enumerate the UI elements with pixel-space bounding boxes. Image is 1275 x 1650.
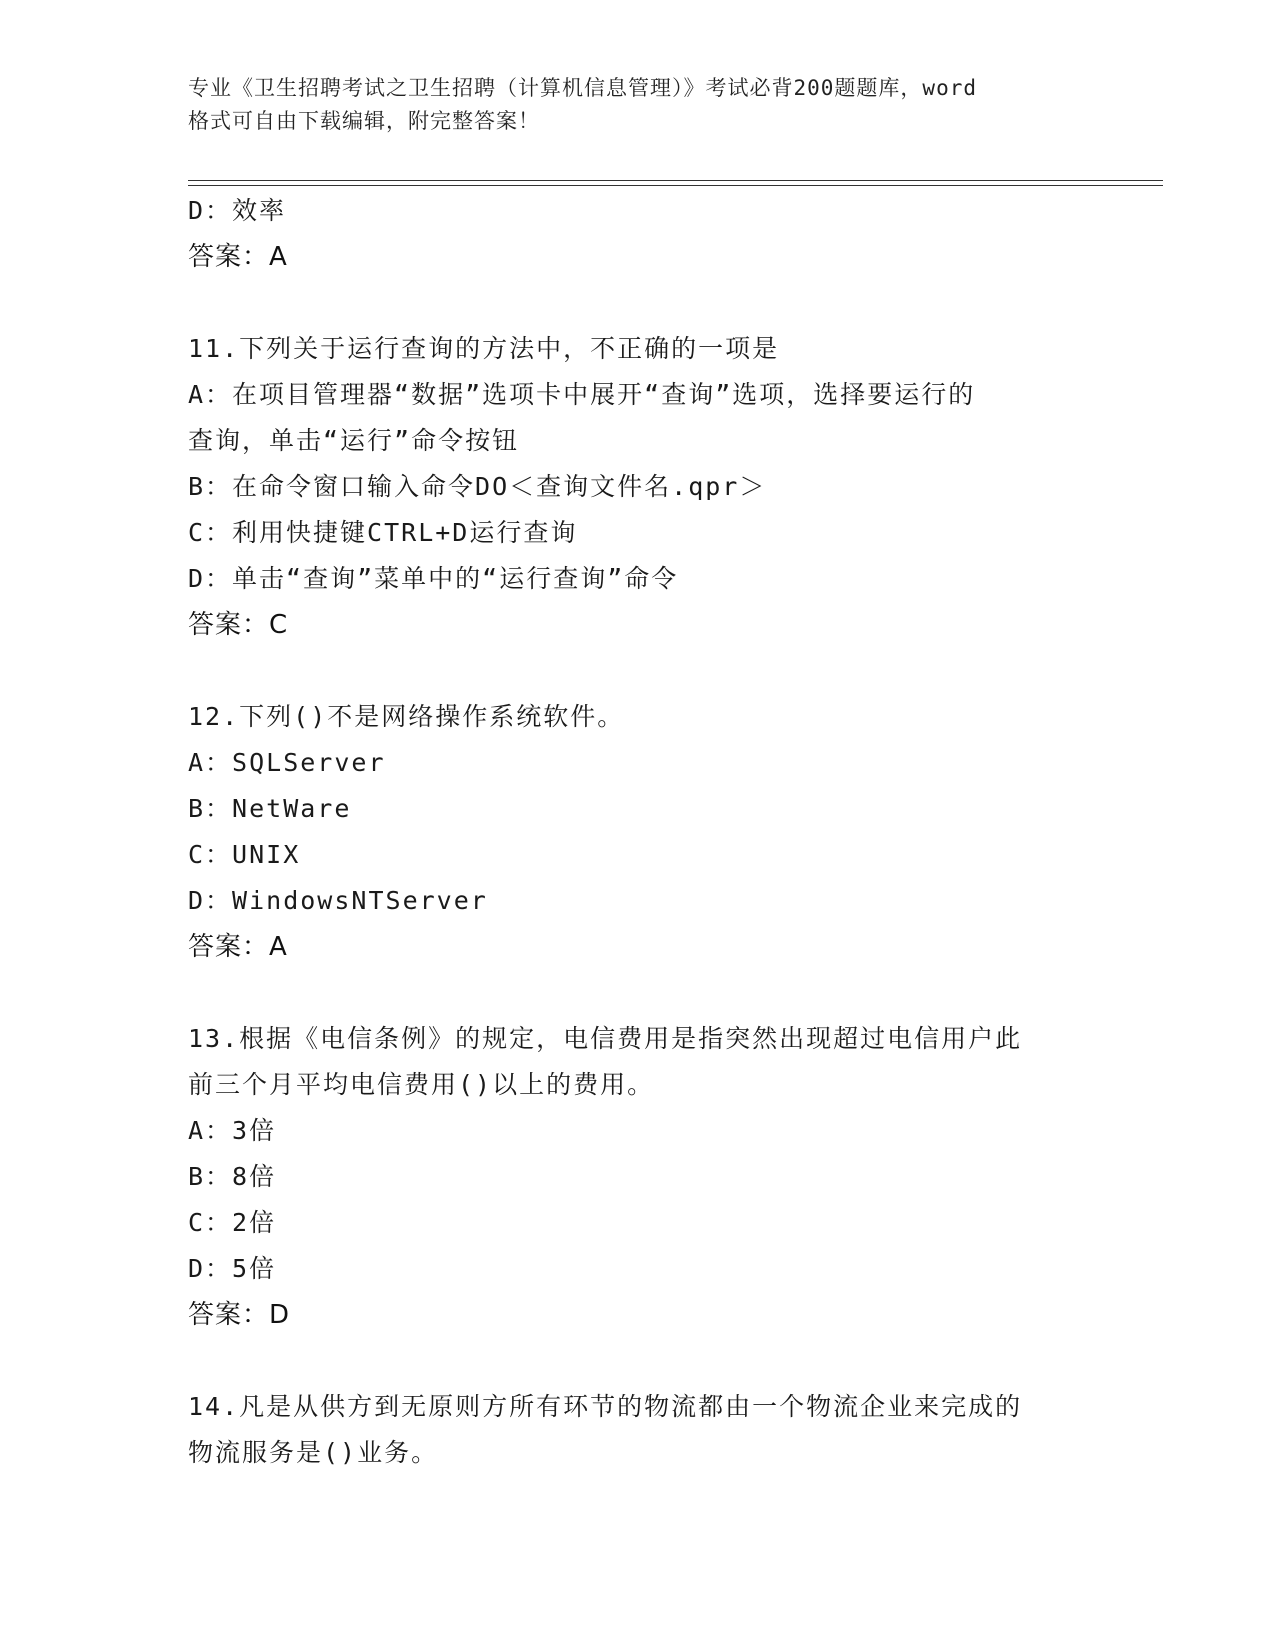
option-c: C：利用快捷键CTRL+D运行查询 [188, 518, 578, 547]
option-a: A：SQLServer [188, 748, 386, 777]
question-stem: 13.根据《电信条例》的规定，电信费用是指突然出现超过电信用户此 [188, 1024, 1023, 1053]
header-line-1: 专业《卫生招聘考试之卫生招聘（计算机信息管理）》考试必背200题题库，word [188, 76, 977, 100]
spacer [188, 1338, 1088, 1384]
option-a: A：3倍 [188, 1116, 277, 1145]
option-d: D：单击“查询”菜单中的“运行查询”命令 [188, 564, 679, 593]
question-stem-continued: 前三个月平均电信费用()以上的费用。 [188, 1070, 655, 1099]
option-d: D：WindowsNTServer [188, 886, 488, 915]
answer: 答案：D [188, 1300, 291, 1330]
spacer [188, 280, 1088, 326]
header-divider-bottom [188, 185, 1163, 186]
option-c: C：2倍 [188, 1208, 277, 1237]
spacer [188, 970, 1088, 1016]
option-b: B：8倍 [188, 1162, 277, 1191]
question-list [188, 188, 1088, 1476]
question-stem-continued: 物流服务是()业务。 [188, 1438, 439, 1467]
question-13 [188, 1016, 1088, 1338]
question-14 [188, 1384, 1088, 1476]
option-b: B：在命令窗口输入命令DO＜查询文件名.qpr＞ [188, 472, 767, 501]
spacer [188, 648, 1088, 694]
question-12 [188, 694, 1088, 970]
answer: 答案：A [188, 932, 288, 962]
question-11 [188, 326, 1088, 648]
header-divider-top [188, 180, 1163, 181]
option-d: D：效率 [188, 196, 287, 225]
question-stem: 12.下列()不是网络操作系统软件。 [188, 702, 625, 731]
question-stem: 11.下列关于运行查询的方法中，不正确的一项是 [188, 334, 780, 363]
option-d: D：5倍 [188, 1254, 277, 1283]
question-10-tail [188, 188, 1088, 280]
option-b: B：NetWare [188, 794, 352, 823]
document-header [188, 72, 1088, 138]
question-stem: 14.凡是从供方到无原则方所有环节的物流都由一个物流企业来完成的 [188, 1392, 1023, 1421]
option-c: C：UNIX [188, 840, 301, 869]
option-a: A：在项目管理器“数据”选项卡中展开“查询”选项，选择要运行的 [188, 380, 976, 409]
option-a-continued: 查询，单击“运行”命令按钮 [188, 426, 520, 455]
header-line-2: 格式可自由下载编辑，附完整答案！ [188, 109, 540, 133]
answer: 答案：A [188, 242, 288, 272]
answer: 答案：C [188, 610, 289, 640]
